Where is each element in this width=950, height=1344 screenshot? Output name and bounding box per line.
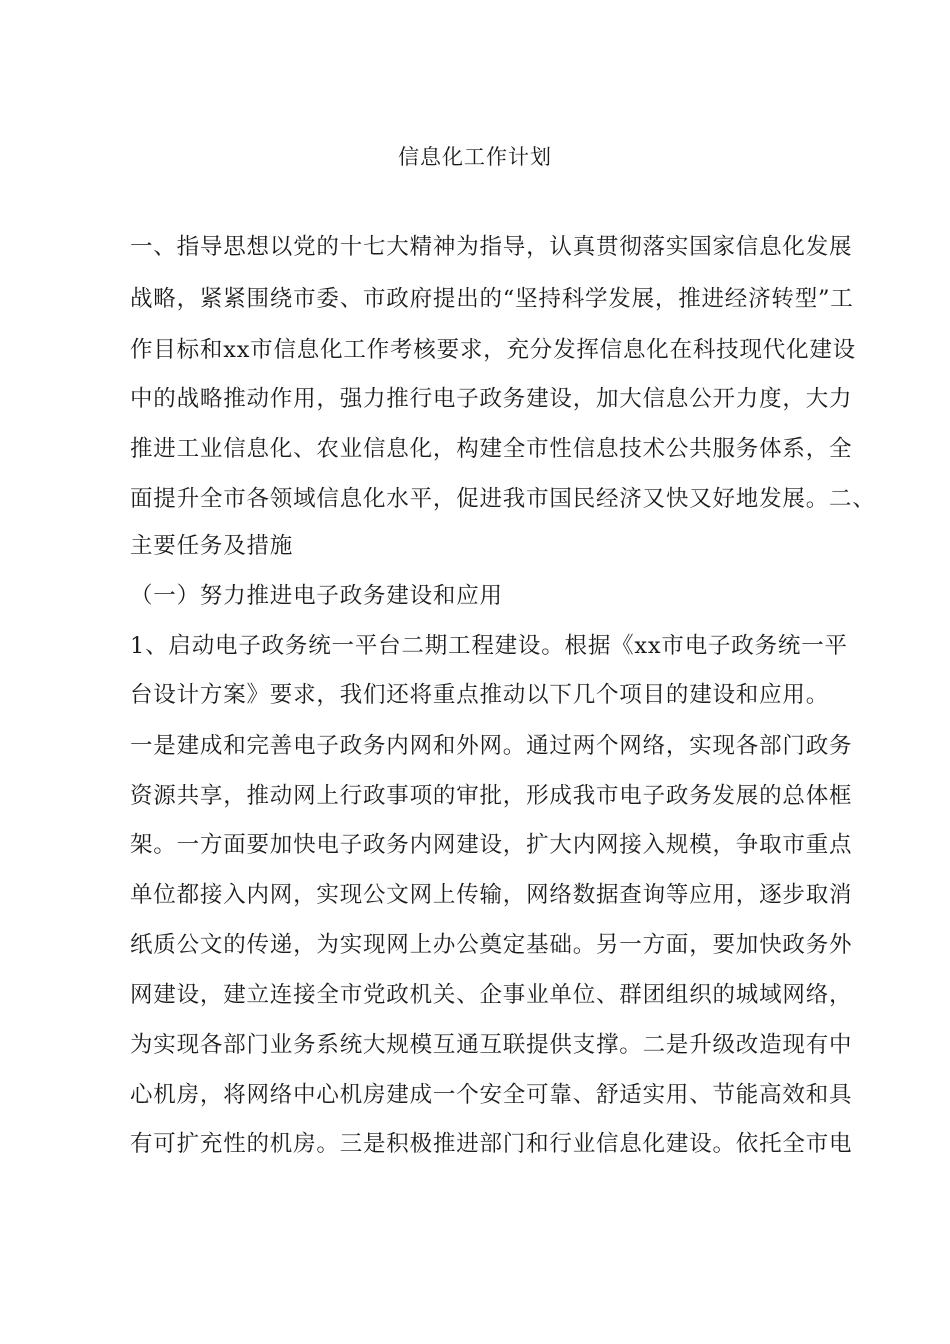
body-text-line: 一、指导思想以党的十七大精神为指导，认真贯彻落实国家信息化发展 [130, 234, 853, 260]
section-heading: 主要任务及措施 [130, 533, 294, 559]
body-text-line: 面提升全市各领域信息化水平，促进我市国民经济又快又好地发展。二、 [130, 486, 876, 512]
body-text-line: 台设计方案》要求，我们还将重点推动以下几个项目的建设和应用。 [130, 682, 830, 708]
body-text-line: 心机房，将网络中心机房建成一个安全可靠、舒适实用、节能高效和具 [130, 1082, 853, 1108]
body-text-line: 作目标和xx市信息化工作考核要求，充分发挥信息化在科技现代化建设 [130, 337, 856, 363]
body-text-line: 一是建成和完善电子政务内网和外网。通过两个网络，实现各部门政务 [130, 733, 853, 759]
body-text-line: 纸质公文的传递，为实现网上办公奠定基础。另一方面，要加快政务外 [130, 932, 853, 958]
subsection-heading: （一）努力推进电子政务建设和应用 [130, 583, 503, 609]
body-text-line: 网建设，建立连接全市党政机关、企事业单位、群团组织的城域网络， [130, 982, 853, 1008]
body-text-line: 中的战略推动作用，强力推行电子政务建设，加大信息公开力度，大力 [130, 386, 853, 412]
body-text-line: 架。一方面要加快电子政务内网建设，扩大内网接入规模，争取市重点 [130, 832, 853, 858]
body-text-line: 为实现各部门业务系统大规模互通互联提供支撑。二是升级改造现有中 [130, 1032, 853, 1058]
body-text-line: 战略，紧紧围绕市委、市政府提出的“坚持科学发展，推进经济转型”工 [130, 286, 854, 312]
body-text-line: 单位都接入内网，实现公文网上传输，网络数据查询等应用，逐步取消 [130, 882, 853, 908]
document-title: 信息化工作计划 [398, 145, 552, 169]
body-text-line: 资源共享，推动网上行政事项的审批，形成我市电子政务发展的总体框 [130, 783, 853, 809]
body-text-line: 1、启动电子政务统一平台二期工程建设。根据《xx市电子政务统一平 [130, 633, 848, 659]
body-text-line: 推进工业信息化、农业信息化，构建全市性信息技术公共服务体系，全 [130, 436, 853, 462]
body-text-line: 有可扩充性的机房。三是积极推进部门和行业信息化建设。依托全市电 [130, 1131, 853, 1157]
